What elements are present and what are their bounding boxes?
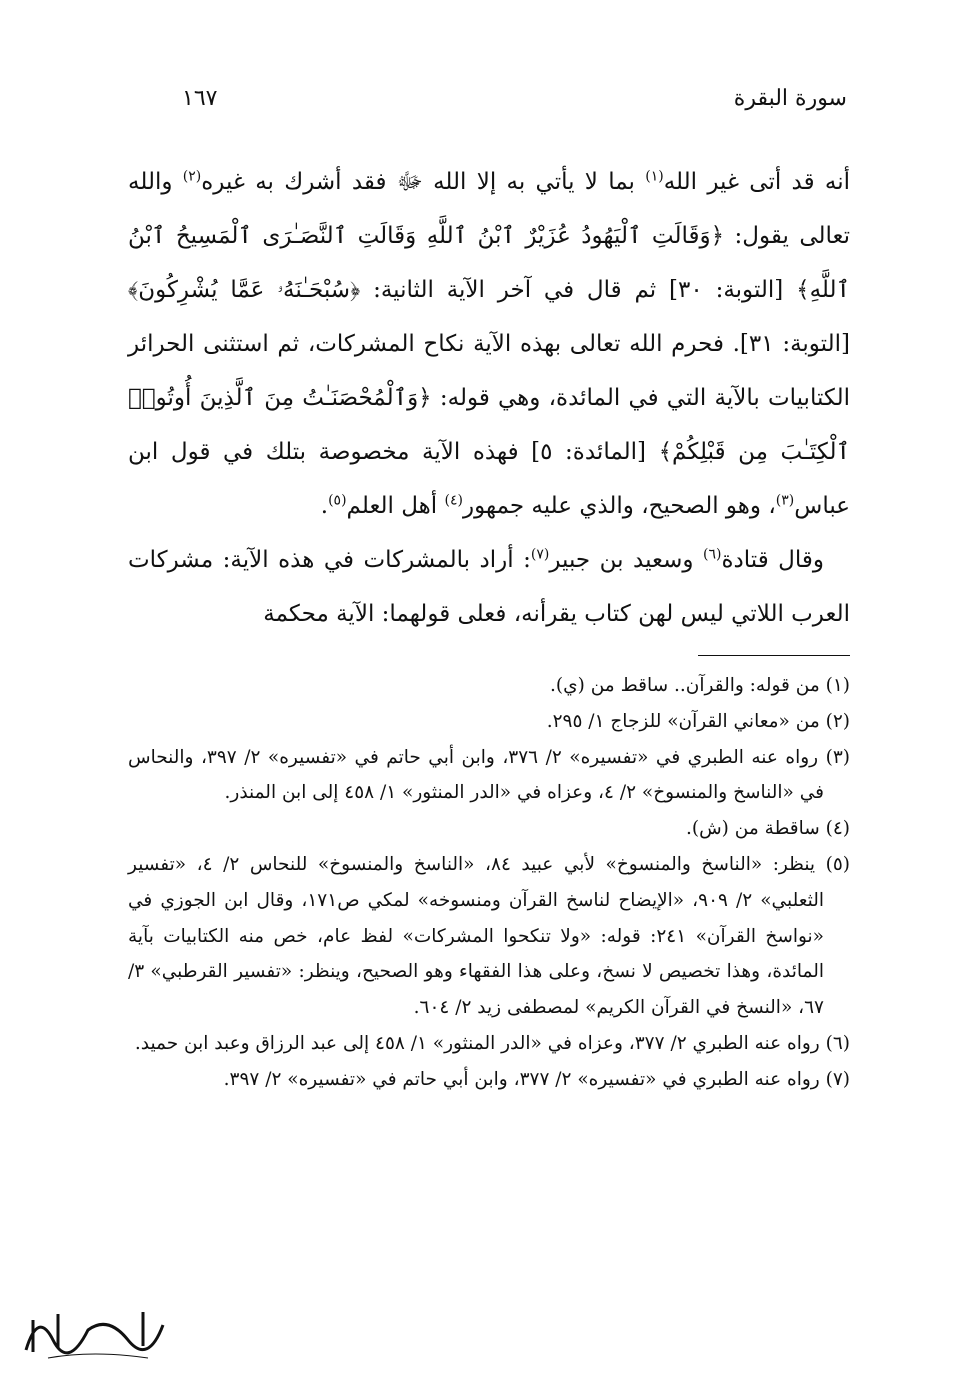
- quran-verse: ﴿سُبْحَـٰنَهُۥ عَمَّا يُشْرِكُونَ﴾: [128, 277, 361, 303]
- text-segment: .: [320, 493, 329, 519]
- footnote-ref-7[interactable]: (٧): [530, 546, 550, 563]
- logo-underline: [48, 1354, 148, 1358]
- main-text: [128, 155, 850, 641]
- footnote-ref-5[interactable]: (٥): [328, 492, 347, 509]
- footnote-2: [128, 704, 850, 740]
- text-segment: بما لا يأتي به إلا الله ﷻ فقد أشرك به غيره: [201, 169, 646, 195]
- footnote-7: [128, 1062, 850, 1098]
- text-segment: وقال قتادة: [721, 547, 824, 573]
- footnote-text: رواه عنه الطبري ٢/ ٣٧٧، وعزاه في «الدر المنثور» ١/ ٤٥٨ إلى عبد الرزاق وعبد ابن حميد.: [134, 1032, 820, 1054]
- footnote-number: (٢): [825, 710, 850, 732]
- footnote-number: (٥): [825, 853, 850, 875]
- footnote-4: [128, 811, 850, 847]
- publisher-logo: [18, 1300, 168, 1362]
- paragraph-1: [128, 155, 850, 533]
- quran-verse: ﴿وَٱلْمُحْصَنَـٰتُ مِنَ ٱلَّذِينَ أُوتُوا۟ ٱلْكِتَـٰبَ مِن قَبْلِكُمْ﴾: [128, 385, 850, 465]
- footnote-text: ساقطة من (ش).: [686, 818, 820, 840]
- text-segment: [المائدة: ٥] فهذه الآية مخصوصة بتلك في قول ابن عباس: [128, 439, 850, 519]
- text-segment: : أراد بالمشركات في هذه الآية: مشركات العرب اللاتي ليس لهن كتاب يقرأنه، فعلى قولهما: الآية محكمة: [128, 547, 850, 627]
- text-segment: أهل العلم: [346, 493, 445, 519]
- footnote-ref-6[interactable]: (٦): [702, 546, 722, 563]
- footnote-ref-4[interactable]: (٤): [444, 492, 463, 509]
- footnote-text: رواه عنه الطبري في «تفسيره» ٢/ ٣٧٦، وابن أبي حاتم في «تفسيره» ٢/ ٣٩٧، والنحاس في «الناسخ والمنسوخ» ٢/ ٤، وعزاه في «الدر المنثور» ١/ ٤٥٨ إلى ابن المنذر.: [128, 746, 824, 804]
- footnote-separator: [698, 655, 850, 656]
- footnote-text: ينظر: «الناسخ والمنسوخ» لأبي عبيد ٨٤، «الناسخ والمنسوخ» للنحاس ٢/ ٤، «تفسير الثعلبي» ٢/ ٩٠٩، «الإيضاح لناسخ القرآن ومنسوخه» لمكي ص١٧١، وقال ابن الجوزي في «نواسخ القرآن» ٢٤١: قوله: «ولا تنكحوا المشركات» لفظ عام، خص منه الكتابيات بآية المائدة، وهذا تخصيص لا نسخ، وعلى هذا الفقهاء وهو الصحيح، وينظر: «تفسير القرطبي» ٣/ ٦٧، «النسخ في القرآن الكريم» لمصطفى زيد ٢/ ٦٠٤.: [128, 853, 824, 1019]
- footnote-text: رواه عنه الطبري في «تفسيره» ٢/ ٣٧٧، وابن أبي حاتم في «تفسيره» ٢/ ٣٩٧.: [223, 1068, 820, 1090]
- footnote-number: (١): [825, 675, 850, 696]
- footnote-ref-2[interactable]: (٢): [182, 168, 202, 185]
- footnote-5: [128, 847, 850, 1026]
- text-segment: وسعيد بن جبير: [549, 547, 703, 573]
- footnote-number: (٦): [825, 1032, 850, 1054]
- text-segment: والله تعالى يقول:: [128, 169, 850, 249]
- text-segment: [التوبة: ٣١]. فحرم الله تعالى بهذه الآية نكاح المشركات، ثم استثنى الحرائر الكتابيات بالآية التي في المائدة، وهي قوله:: [128, 331, 850, 411]
- surah-title: سورة البقرة: [733, 86, 847, 111]
- footnote-ref-1[interactable]: (١): [645, 168, 664, 185]
- footnote-text: من «معاني القرآن» للزجاج ١/ ٢٩٥.: [546, 710, 820, 732]
- footnote-number: (٧): [825, 1068, 850, 1090]
- text-segment: ، وهو الصحيح، والذي عليه جمهور: [462, 493, 776, 519]
- footnote-1: [128, 668, 850, 704]
- footnote-3: [128, 740, 850, 812]
- page-header: [150, 86, 847, 120]
- footnote-number: (٣): [825, 746, 850, 768]
- footnote-number: (٤): [825, 818, 850, 840]
- text-segment: [التوبة: ٣٠] ثم قال في آخر الآية الثانية:: [360, 277, 797, 303]
- footnote-ref-3[interactable]: (٣): [775, 492, 795, 509]
- footnote-6: [128, 1026, 850, 1062]
- footnote-text: من قوله: والقرآن.. ساقط من (ي).: [550, 675, 820, 696]
- quran-verse: ﴿وَقَالَتِ ٱلْيَهُودُ عُزَيْرٌ ٱبْنُ ٱللَّهِ وَقَالَتِ ٱلنَّصَـٰرَى ٱلْمَسِيحُ ٱبْنُ ٱللَّهِ﴾: [128, 223, 850, 303]
- footnotes: [128, 668, 850, 1098]
- page-number: ١٦٧: [182, 86, 218, 111]
- text-segment: أنه قد أتى غير الله: [663, 169, 850, 195]
- paragraph-2: [128, 533, 850, 641]
